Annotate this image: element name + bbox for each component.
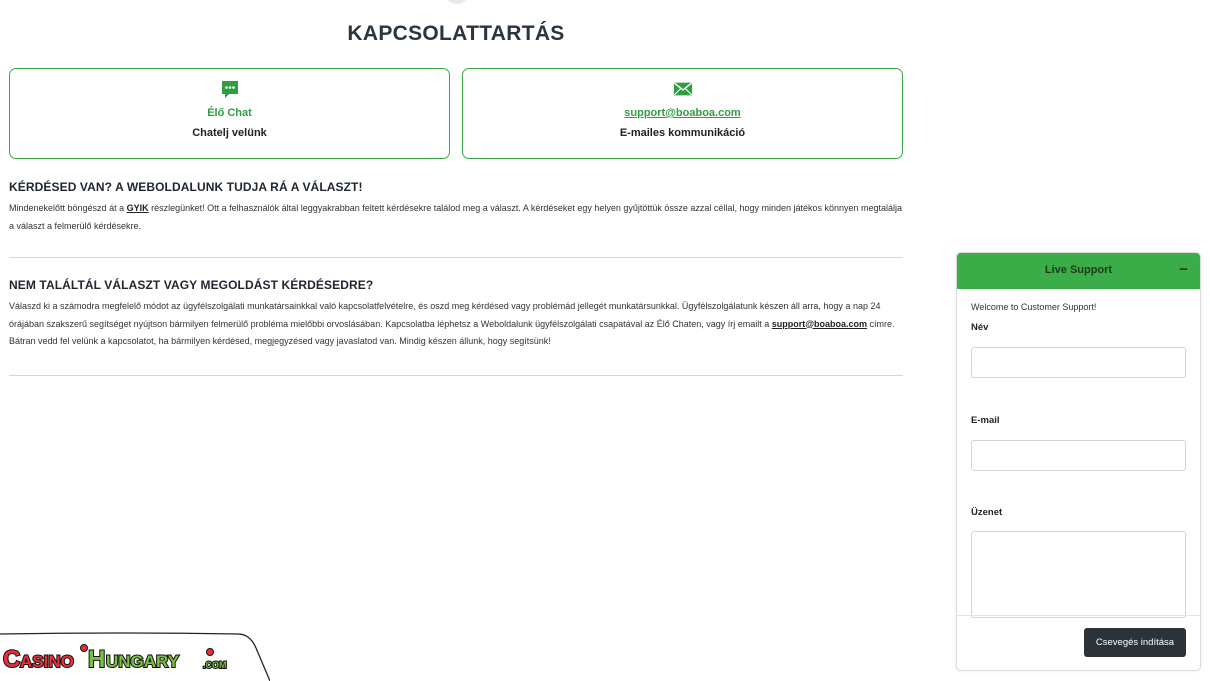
top-decoration xyxy=(446,0,468,4)
faq-text: Mindenekelőtt böngészd át a GYIK részlegünket! Ott a felhasználók által leggyakrabban feltett kérdésekre találod meg a választ. A kérdéseket egy helyen gyűjtöttük össze azzal céllal, hogy minden játékos könnyen megtalálja a választ a felmerülő kérdésekre. xyxy=(9,203,903,231)
faq-section xyxy=(9,180,903,235)
support-email-link[interactable]: support@boaboa.com xyxy=(624,107,741,119)
svg-text:C: C xyxy=(3,646,21,673)
live-support-widget xyxy=(956,252,1201,671)
name-input[interactable] xyxy=(971,347,1186,378)
svg-text:UNGARY: UNGARY xyxy=(106,652,180,671)
svg-text:.COM: .COM xyxy=(203,660,227,670)
email-card[interactable] xyxy=(462,68,903,159)
envelope-icon xyxy=(673,79,693,99)
divider xyxy=(9,375,903,376)
live-support-footer xyxy=(957,615,1200,670)
name-label: Név xyxy=(971,322,989,333)
message-label: Üzenet xyxy=(971,507,1003,518)
message-textarea[interactable] xyxy=(971,531,1186,618)
faq-link[interactable]: GYIK xyxy=(126,203,149,213)
no-answer-section xyxy=(9,278,903,351)
no-answer-heading: NEM TALÁLTÁL VÁLASZT VAGY MEGOLDÁST KÉRDÉSEDRE? xyxy=(9,278,374,292)
email-label: E-mail xyxy=(971,415,1000,426)
minimize-icon[interactable]: − xyxy=(1179,261,1188,278)
email-description: E-mailes kommunikáció xyxy=(619,127,746,139)
svg-text:ASINO: ASINO xyxy=(20,652,74,671)
casino-hungary-logo xyxy=(0,630,270,681)
chat-icon xyxy=(220,79,240,99)
svg-text:H: H xyxy=(88,646,106,673)
live-chat-description: Chatelj velünk xyxy=(192,127,267,139)
start-chat-button[interactable]: Csevegés indítása xyxy=(1084,628,1186,657)
welcome-message: Welcome to Customer Support! xyxy=(971,302,1097,312)
email-input[interactable] xyxy=(971,440,1186,471)
live-chat-link[interactable]: Élő Chat xyxy=(207,107,252,119)
divider xyxy=(9,257,903,258)
live-support-title: Live Support xyxy=(1044,264,1113,276)
faq-heading: KÉRDÉSED VAN? A WEBOLDALUNK TUDJA RÁ A VÁLASZT! xyxy=(9,180,363,194)
no-answer-text: Válaszd ki a számodra megfelelő módot az ügyfélszolgálati munkatársainkkal való kapcsolatfelvételre, és oszd meg kérdésed vagy problémád jellegét munkatársunkkal. Ügyfélszolgálatunk készen áll arra, hogy a nap 24 órájában szakszerű segítséget nyújtson bármilyen felmerülő probléma mielőbbi orvoslásában. Kapcsolatba léphetsz a Weboldalunk ügyfélszolgálati csapatával az Élő Chaten, vagy írj emailt a support@boaboa.com címre. Bátran vedd fel velünk a kapcsolatot, ha bármilyen kérdésed, megjegyzésed vagy javaslatod van. Mindig készen állunk, hogy segítsünk! xyxy=(9,301,895,346)
live-support-header[interactable] xyxy=(957,253,1200,289)
live-chat-card[interactable] xyxy=(9,68,450,159)
support-email-inline-link[interactable]: support@boaboa.com xyxy=(771,318,868,329)
page-title: KAPCSOLATTARTÁS xyxy=(347,22,565,45)
